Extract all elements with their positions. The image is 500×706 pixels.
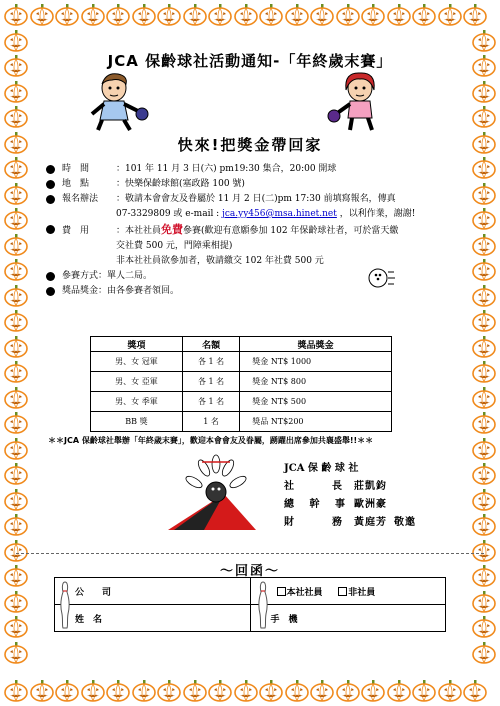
closing-word: 敬邀 <box>393 517 416 528</box>
bowling-pin-icon <box>60 580 70 630</box>
pumpkin-icon <box>472 642 496 664</box>
pumpkin-icon <box>472 616 496 638</box>
pumpkin-icon <box>4 642 28 664</box>
time-row <box>44 162 456 177</box>
bullet-icon <box>46 287 55 296</box>
secretary-title: 總 幹 事 <box>284 499 351 510</box>
signature-block <box>284 460 416 532</box>
pumpkin-icon <box>472 132 496 154</box>
reply-row-company <box>55 578 446 605</box>
pumpkin-icon <box>183 4 207 26</box>
pumpkin-icon <box>472 183 496 205</box>
phone-field[interactable] <box>250 605 446 632</box>
signup-continued <box>44 207 456 222</box>
award-cell: 男、女 亞軍 <box>91 372 183 392</box>
fee-line3: 非本社社員欲參加者，敬請繳交 102 年社費 500 元 <box>116 256 324 266</box>
pumpkin-icon <box>472 591 496 613</box>
reply-form <box>54 577 446 632</box>
pumpkin-icon <box>55 680 79 702</box>
pumpkin-icon <box>4 55 28 77</box>
table-row <box>91 392 392 412</box>
quota-cell: 1 名 <box>182 412 239 432</box>
award-cell: 男、女 冠軍 <box>91 352 183 372</box>
pumpkin-icon <box>4 208 28 230</box>
pumpkin-icon <box>4 489 28 511</box>
slogan: 快來!把獎金帶回家 <box>177 136 323 154</box>
pumpkin-icon <box>4 616 28 638</box>
signup-email-link[interactable]: jca.yy456@msa.hinet.net <box>222 209 337 219</box>
pumpkin-icon <box>30 680 54 702</box>
pumpkin-icon <box>4 680 28 702</box>
pumpkin-icon <box>157 4 181 26</box>
pumpkin-icon <box>4 285 28 307</box>
pumpkin-icon <box>472 81 496 103</box>
pumpkin-icon <box>472 514 496 536</box>
award-cell: BB 獎 <box>91 412 183 432</box>
prize-cell: 獎品 NT$200 <box>240 412 392 432</box>
pumpkin-icon <box>259 4 283 26</box>
bowling-strike-illustration <box>164 454 260 534</box>
signup-label: 報名辦法 <box>62 194 99 204</box>
bullet-icon <box>46 165 55 174</box>
bowling-ball-sketch-icon <box>366 266 396 290</box>
prize-cell: 獎金 NT$ 500 <box>240 392 392 412</box>
pumpkin-icon <box>336 680 360 702</box>
pumpkin-icon <box>472 208 496 230</box>
pumpkin-icon <box>106 4 130 26</box>
pumpkin-icon <box>234 4 258 26</box>
award-label: 獎品獎金 <box>62 286 99 296</box>
pumpkin-icon <box>472 157 496 179</box>
pumpkin-icon <box>4 540 28 562</box>
quota-cell: 各 1 名 <box>182 392 239 412</box>
signup-fax: 07-3329809 或 e-mail : <box>116 209 223 219</box>
pumpkin-icon <box>4 310 28 332</box>
pumpkin-icon <box>4 438 28 460</box>
time-label: 時 間 <box>62 164 90 174</box>
time-value: ：101 年 11 月 3 日(六) pm19:30 集合，20:00 開球 <box>116 164 337 174</box>
pumpkin-icon <box>361 680 385 702</box>
fee-members: ：本社社員 <box>116 226 162 236</box>
pumpkin-icon <box>310 680 334 702</box>
pumpkin-icon <box>412 680 436 702</box>
place-row <box>44 177 456 192</box>
pumpkin-icon <box>285 680 309 702</box>
reply-title: ～回函～ <box>219 564 280 579</box>
pumpkin-icon <box>81 680 105 702</box>
pumpkin-icon <box>387 4 411 26</box>
pumpkin-icon <box>438 680 462 702</box>
pumpkin-icon <box>4 412 28 434</box>
pumpkin-icon <box>472 336 496 358</box>
pumpkin-icon <box>472 55 496 77</box>
pumpkin-icon <box>336 4 360 26</box>
format-label: 參賽方式 <box>62 271 99 281</box>
bowler-boy-illustration <box>84 70 154 132</box>
pumpkin-icon <box>472 463 496 485</box>
name-label: 姓 名 <box>75 614 103 625</box>
pumpkin-icon <box>4 4 28 26</box>
pumpkin-icon <box>472 259 496 281</box>
signup-row <box>44 192 456 207</box>
member-checkbox[interactable] <box>277 587 286 596</box>
bullet-icon <box>46 180 55 189</box>
prize-cell: 獎金 NT$ 1000 <box>240 352 392 372</box>
secretary-name: 歐洲豪 <box>354 499 387 510</box>
bullet-icon <box>46 225 55 234</box>
fee-free-highlight: 免費 <box>161 223 184 236</box>
pumpkin-icon <box>157 680 181 702</box>
quota-cell: 各 1 名 <box>182 372 239 392</box>
reply-row-name <box>55 605 446 632</box>
president-title: 社 長 <box>284 481 348 492</box>
treasurer-title: 財 務 <box>284 517 348 528</box>
company-field[interactable] <box>55 578 251 605</box>
table-row <box>91 412 392 432</box>
pumpkin-icon <box>208 680 232 702</box>
phone-label: 手 機 <box>270 614 298 625</box>
pumpkin-icon <box>4 30 28 52</box>
pumpkin-icon <box>4 514 28 536</box>
quota-cell: 各 1 名 <box>182 352 239 372</box>
cut-line <box>16 553 484 554</box>
pumpkin-icon <box>412 4 436 26</box>
pumpkin-icon <box>310 4 334 26</box>
pumpkin-icon <box>472 30 496 52</box>
pumpkin-icon <box>183 680 207 702</box>
pumpkin-icon <box>4 183 28 205</box>
fee-label: 費 用 <box>62 226 90 236</box>
bowling-pin-icon <box>258 580 268 630</box>
member-label: 本社社員 <box>286 587 323 598</box>
pumpkin-icon <box>472 540 496 562</box>
pumpkin-icon <box>4 463 28 485</box>
pumpkin-icon <box>285 4 309 26</box>
award-value: ：由各參賽者領回。 <box>98 286 180 296</box>
pumpkin-icon <box>4 157 28 179</box>
pumpkin-icon <box>472 489 496 511</box>
pumpkin-icon <box>30 4 54 26</box>
bullet-icon <box>46 272 55 281</box>
place-label: 地 點 <box>62 179 90 189</box>
header-quota: 名額 <box>182 337 239 352</box>
signup-line1: ：敬請本會會友及眷屬於 11 月 2 日(二)pm 17:30 前填寫報名，傳真 <box>116 194 396 204</box>
pumpkin-icon <box>208 4 232 26</box>
pumpkin-icon <box>463 680 487 702</box>
pumpkin-icon <box>472 106 496 128</box>
bowler-girl-illustration <box>324 70 394 132</box>
pumpkin-icon <box>472 438 496 460</box>
fee-note: 參賽(歡迎有意願參加 102 年保齡球社者，可於當天繳 <box>183 226 399 236</box>
bullet-icon <box>46 195 55 204</box>
pumpkin-icon <box>472 387 496 409</box>
pumpkin-icon <box>472 285 496 307</box>
page-title: JCA 保齡球社活動通知-「年終歲末賽」 <box>107 52 393 70</box>
header-award: 獎項 <box>91 337 183 352</box>
prize-table <box>90 336 392 432</box>
nonmember-label: 非社員 <box>348 587 376 598</box>
pumpkin-icon <box>438 4 462 26</box>
pumpkin-icon <box>259 680 283 702</box>
pumpkin-icon <box>4 106 28 128</box>
invitation-banner: ＊＊JCA 保齡球社舉辦「年終歲末賽」，歡迎本會會友及眷屬，踴躍出席參加共襄盛舉!!＊＊ <box>48 436 374 445</box>
pumpkin-icon <box>4 132 28 154</box>
pumpkin-icon <box>106 680 130 702</box>
table-row <box>91 372 392 392</box>
signup-thanks: ，以利作業，謝謝! <box>336 209 416 219</box>
pumpkin-icon <box>472 412 496 434</box>
pumpkin-icon <box>132 4 156 26</box>
pumpkin-icon <box>132 680 156 702</box>
pumpkin-icon <box>361 4 385 26</box>
pumpkin-icon <box>472 234 496 256</box>
pumpkin-icon <box>81 4 105 26</box>
name-field[interactable] <box>55 605 251 632</box>
place-value: ：快樂保齡球館(塞政路 100 號) <box>116 179 245 189</box>
pumpkin-icon <box>472 310 496 332</box>
pumpkin-icon <box>4 361 28 383</box>
nonmember-checkbox[interactable] <box>338 587 347 596</box>
fee-row <box>44 222 456 239</box>
format-value: ：單人二局。 <box>98 271 153 281</box>
pumpkin-icon <box>463 4 487 26</box>
pumpkin-icon <box>4 81 28 103</box>
president-name: 莊凱鈞 <box>354 481 387 492</box>
header-prize: 獎品獎金 <box>240 337 392 352</box>
pumpkin-icon <box>4 387 28 409</box>
prize-table-header <box>91 337 392 352</box>
organization-name: JCA 保 齡 球 社 <box>284 463 359 474</box>
pumpkin-icon <box>55 4 79 26</box>
membership-field <box>250 578 446 605</box>
table-row <box>91 352 392 372</box>
company-label: 公 司 <box>75 587 112 598</box>
treasurer-name: 黃庭芳 <box>354 517 387 528</box>
pumpkin-icon <box>4 259 28 281</box>
pumpkin-icon <box>234 680 258 702</box>
pumpkin-icon <box>4 591 28 613</box>
fee-line2: 交社費 500 元，門障乘相提) <box>116 241 233 251</box>
pumpkin-icon <box>472 361 496 383</box>
pumpkin-icon <box>4 336 28 358</box>
pumpkin-icon <box>4 234 28 256</box>
prize-cell: 獎金 NT$ 800 <box>240 372 392 392</box>
pumpkin-icon <box>387 680 411 702</box>
award-cell: 男、女 季軍 <box>91 392 183 412</box>
